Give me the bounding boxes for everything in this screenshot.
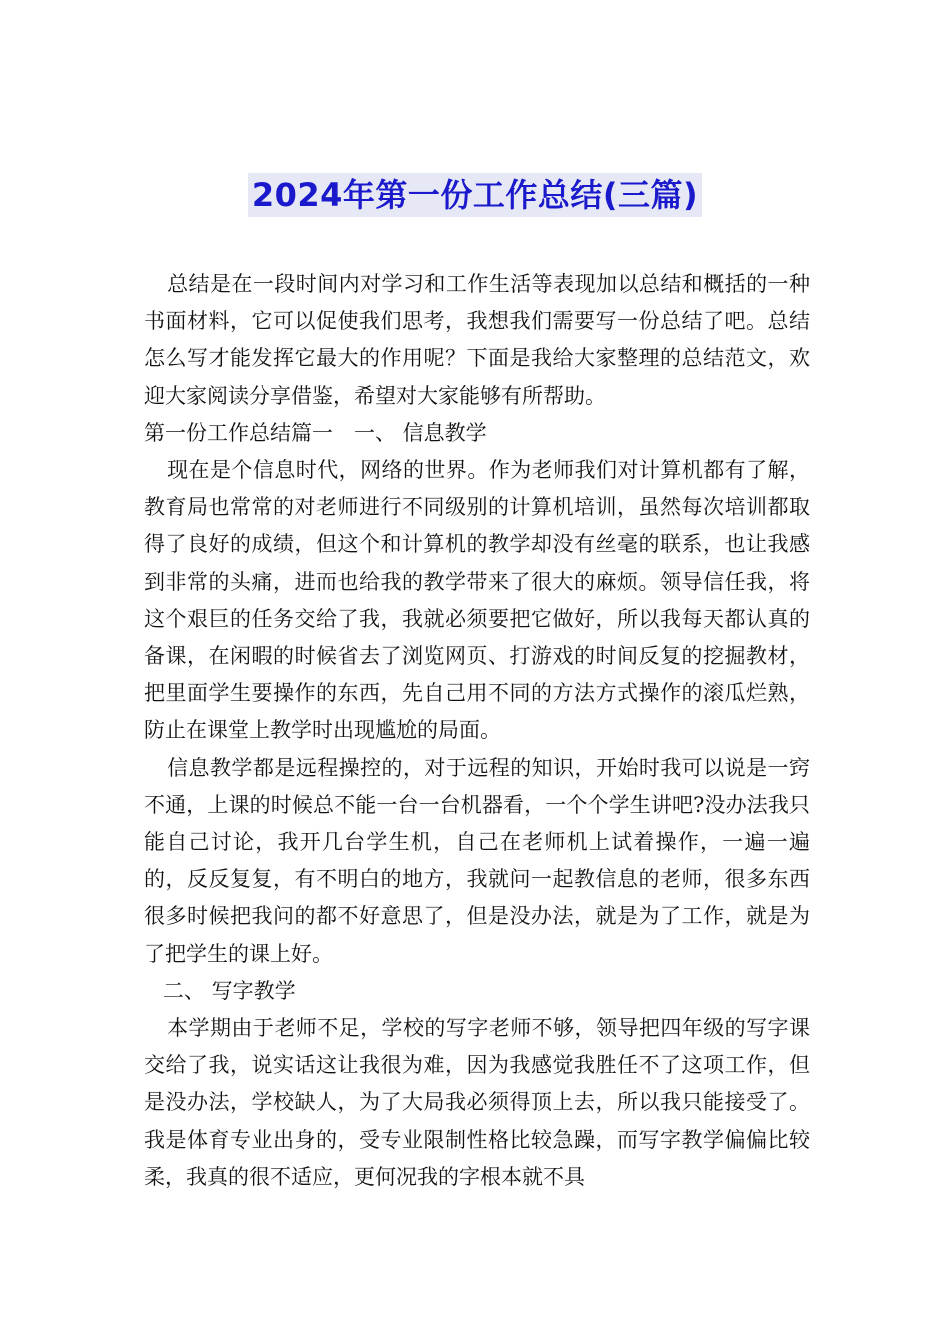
section-heading-2: 二、 写字教学 — [162, 978, 296, 1003]
body-paragraph-3: 本学期由于老师不足，学校的写字老师不够，领导把四年级的写字课交给了我，说实话这让我很为难，因为我感觉我胜任不了这项工作，但是没办法，学校缺人，为了大局我必须得顶上去，所以我只能接受了。我是体育专业出身的，受专业限制性格比较急躁，而写字教学偏偏比较柔，我真的很不适应，更何况我的字根本就不具 — [144, 1016, 810, 1189]
body-paragraph-2: 信息教学都是远程操控的，对于远程的知识，开始时我可以说是一窍不通，上课的时候总不能一台一台机器看，一个个学生讲吧?没办法我只能自己讨论，我开几台学生机，自己在老师机上试着操作，一遍一遍的，反反复复，有不明白的地方，我就问一起教信息的老师，很多东西很多时候把我问的都不好意思了，但是没办法，就是为了工作，就是为了把学生的课上好。 — [144, 755, 810, 966]
body-paragraph-1: 现在是个信息时代，网络的世界。作为老师我们对计算机都有了解，教育局也常常的对老师进行不同级别的计算机培训，虽然每次培训都取得了良好的成绩，但这个和计算机的教学却没有丝毫的联系，也让我感到非常的头痛，进而也给我的教学带来了很大的麻烦。领导信任我，将这个艰巨的任务交给了我，我就必须要把它做好，所以我每天都认真的备课，在闲暇的时候省去了浏览网页、打游戏的时间反复的挖掘教材，把里面学生要操作的东西，先自己用不同的方法方式操作的滚瓜烂熟，防止在课堂上教学时出现尴尬的局面。 — [144, 458, 810, 743]
document-title: 2024年第一份工作总结(三篇) — [248, 173, 702, 217]
title-container — [0, 173, 950, 217]
intro-paragraph: 总结是在一段时间内对学习和工作生活等表现加以总结和概括的一种书面材料，它可以促使我们思考，我想我们需要写一份总结了吧。总结怎么写才能发挥它最大的作用呢？下面是我给大家整理的总结范文，欢迎大家阅读分享借鉴，希望对大家能够有所帮助。 — [144, 272, 810, 408]
document-body — [144, 266, 810, 1196]
section-heading-1: 第一份工作总结篇一 一、 信息教学 — [144, 420, 487, 445]
